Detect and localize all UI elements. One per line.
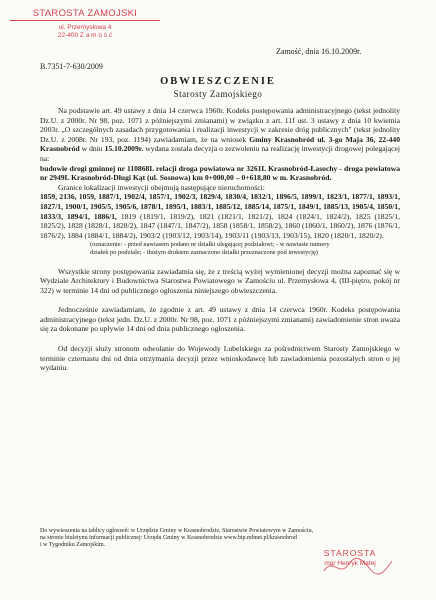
stamp-top-line1: STAROSTA ZAMOJSKI (10, 8, 160, 21)
parcels-list-bold: 1859, 2136, 1059, 1887/1, 1902/4, 1857/1, 1902/3, 1829/4, 1830/4, 1832/1, 1896/5, 1899/1, 1823/1, 1877/1, 1893/1, 1827/1, 1900/1, 1905/5, 1905/6, 1878/1, 1895/1, 1883/1, 1885/12, 1885/14, 1875/1, 1849/1, 1885/13, 1905/4, 1850/1, 1833/3, 1894/1, 1886/1, (40, 192, 400, 221)
footnote-line3: i w Tygodniku Zamojskim. (40, 542, 106, 549)
stamp-top-line2: ul. Przemysłowa 4 (58, 24, 112, 31)
paragraph-appeal: Od decyzji służy stronom odwołanie do Wojewody Lubelskiego za pośrednictwem Starosty Zamojskiego w terminie czternastu dni od dnia otrzymania decyzji przez wnioskodawcę lub zawiadomienia pozostałych stron o jej wydaniu. (40, 344, 400, 373)
footnote-line1: Do wywieszenia na tablicy ogłoszeń: w Urzędzie Gminy w Krasnobrodzie, Starostwie Powiatowym w Zamościu, (40, 528, 314, 534)
paragraph-notification: Jednocześnie zawiadamiam, że zgodnie z art. 49 ustawy z dnia 14 czerwca 1960r. Kodeks postępowania administracyjnego (tekst jedn. Dz.U. z 2000r. Nr 98, poz. 1071 z późniejszymi zmianami) zawiadomienie stron uważa się za dokonane po upływie 14 dni od dnia publicznego ogłoszenia. (40, 305, 400, 334)
legend-line2: działek po podziale; - tłustym drukiem zaznaczono działki przeznaczone pod inwestycję) (90, 248, 318, 256)
stamp-top-line3: 22-400 Z a m o ś ć (57, 32, 113, 39)
parcels-legend (40, 241, 400, 256)
place-date: Zamość, dnia 16.10.2009r. (276, 47, 362, 56)
reference-number: B.7351-7-630/2009 (40, 62, 103, 71)
parcels-list (40, 192, 400, 240)
decision-date: 15.10.2009r. (104, 144, 144, 154)
paragraph-legal-basis (40, 106, 400, 164)
legal-basis-text-2: w dniu (79, 144, 105, 154)
stamp-bottom-name: mgr Henryk Matej (324, 560, 376, 567)
document-body (40, 106, 400, 373)
parcels-list-divided: 1819 (1819/1, 1819/2), 1821 (1821/1, 1821/2), 1824 (1824/1, 1824/2), 1825 (1825/1, 1825/2), 1828 (1828/1, 1828/2), 1847 (1847/1, 1847/2), 1858 (1858/1, 1858/2), 1860 (1860/1, 1860/2), 1876 (1876/1, 1876/2), 1884 (1884/1, 1884/2), 1903/2 (1903/12, 1903/14), 1903/11 (1903/13, 1903/15), 1820 (1820/1, 1820/2). (40, 211, 400, 240)
footnote-line2: na stronie biuletynu informacji publicznej: Urzędu Gminy w Krasnobrodzie www.bip.mbnet.pl/krasnobrod (40, 535, 297, 542)
investment-description: budowie drogi gminnej nr 110868L relacji droga powiatowa nr 3261L Krasnobród-Łasochy - droga powiatowa nr 2949L Krasnobród-Długi Kąt (ul. Sosnowa) km 0+000,00 – 0+618,80 w m. Krasnobród. (40, 163, 400, 183)
legal-basis-text: Na podstawie art. 49 ustawy z dnia 14 czerwca 1960r. Kodeks postępowania administracyjnego (tekst jednolity Dz.U. z 2000r. Nr 98, poz. 1071 z późniejszymi zmianami) w związku z art. 11f ust. 3 ustawy z dnia 10 kwietnia 2003r. „O szczególnych zasadach przygotowania i realizacji inwestycji w zakresie dróg publicznych" (tekst jednolity Dz.U. z 2008r. Nr 193, poz. 1194) zawiadamiam, że na wniosek (40, 106, 400, 144)
handwritten-signature-icon (318, 551, 398, 581)
posting-footnote (40, 528, 340, 550)
document-subtitle: Starosty Zamojskiego (173, 89, 263, 99)
stamp-bottom-title: STAROSTA (323, 548, 377, 558)
paragraph-access: Wszystkie strony postępowania zawiadamia się, że z treścią wyżej wymienionej decyzji można zapoznać się w Wydziale Architektury i Budownictwa Starostwa Powiatowego w Zamościu ul. Przemysłowa 4, (III-piętro, pokój nr 322) w terminie 14 dni od publicznego ogłoszenia niniejszego obwieszczenia. (40, 266, 400, 295)
legend-line1: (oznaczenie: - przed nawiasem podano nr działki ulegającej podziałowi; - w nawiasie numery (90, 241, 330, 249)
applicant: Gminy Krasnobród ul. 3-go Maja 36, 22-440 Krasnobród (40, 134, 400, 154)
parcels-intro: Granice lokalizacji inwestycji obejmują następujące nieruchomości: (58, 182, 265, 192)
office-stamp-top (10, 8, 160, 39)
document-title: OBWIESZCZENIE (160, 76, 276, 87)
legal-basis-text-3: wydana została decyzja o zezwoleniu na realizację inwestycji drogowej polegającej na: (40, 144, 400, 163)
